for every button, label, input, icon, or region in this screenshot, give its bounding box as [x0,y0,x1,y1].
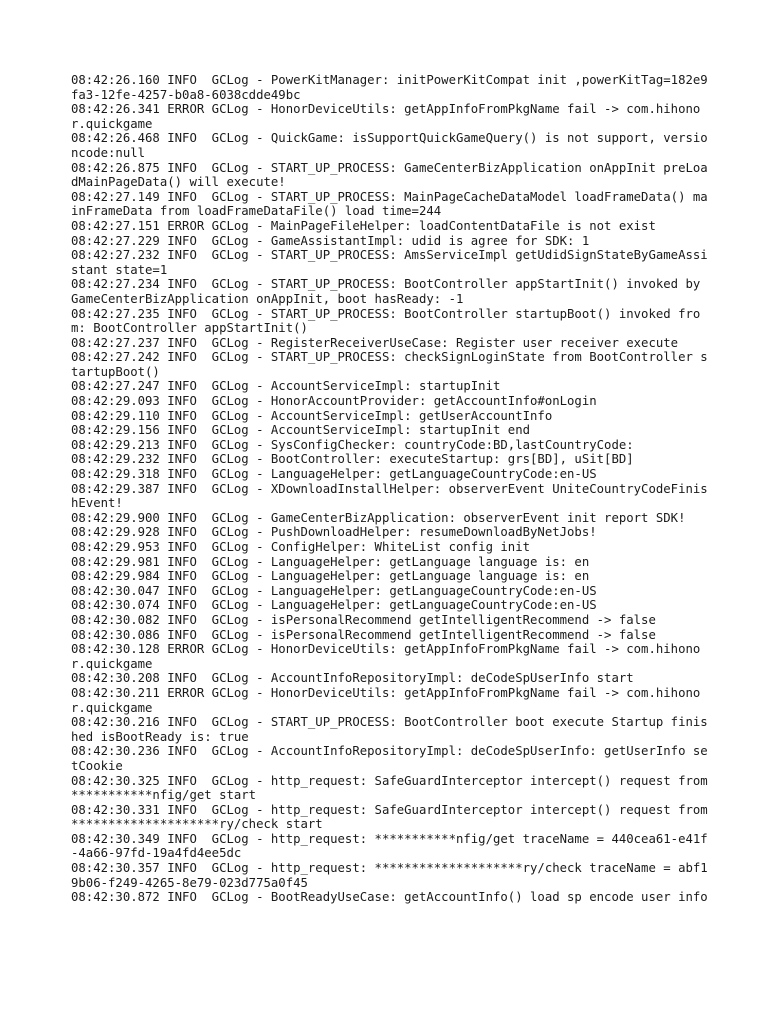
log-line: 08:42:27.242 INFO GCLog - START_UP_PROCESS: checkSignLoginState from BootController startupBoot() [71,350,708,379]
log-line: 08:42:29.232 INFO GCLog - BootController: executeStartup: grs[BD], uSit[BD] [71,452,634,467]
log-line: 08:42:29.984 INFO GCLog - LanguageHelper: getLanguage language is: en [71,569,590,584]
log-line: 08:42:27.229 INFO GCLog - GameAssistantImpl: udid is agree for SDK: 1 [71,233,590,248]
log-line: 08:42:26.875 INFO GCLog - START_UP_PROCESS: GameCenterBizApplication onAppInit preLoadMainPageData() will execute! [71,160,708,190]
log-line: 08:42:27.149 INFO GCLog - START_UP_PROCESS: MainPageCacheDataModel loadFrameData() mainFrameData from loadFrameDataFile() load time=244 [71,189,708,219]
log-line: 08:42:29.900 INFO GCLog - GameCenterBizApplication: observerEvent init report SDK! [71,510,686,525]
log-line: 08:42:26.341 ERROR GCLog - HonorDeviceUtils: getAppInfoFromPkgName fail -> com.hihonor.quickgame [71,102,701,131]
log-line: 08:42:30.086 INFO GCLog - isPersonalRecommend getIntelligentRecommend -> false [71,627,656,642]
log-line: 08:42:30.325 INFO GCLog - http_request: SafeGuardInterceptor intercept() request from ***********nfig/get start [71,773,723,803]
log-line: 08:42:30.216 INFO GCLog - START_UP_PROCESS: BootController boot execute Startup finished isBootReady is: true [71,715,708,744]
log-line: 08:42:27.247 INFO GCLog - AccountServiceImpl: startupInit [71,379,501,394]
log-line: 08:42:27.151 ERROR GCLog - MainPageFileHelper: loadContentDataFile is not exist [71,218,656,233]
log-line: 08:42:30.349 INFO GCLog - http_request: ***********nfig/get traceName = 440cea61-e41f-4a66-97fd-19a4fd4ee5dc [71,831,708,861]
log-line: 08:42:29.928 INFO GCLog - PushDownloadHelper: resumeDownloadByNetJobs! [71,525,597,540]
log-line: 08:42:29.110 INFO GCLog - AccountServiceImpl: getUserAccountInfo [71,408,553,423]
log-line: 08:42:26.468 INFO GCLog - QuickGame: isSupportQuickGameQuery() is not support, versioncode:null [71,131,708,160]
log-line: 08:42:30.872 INFO GCLog - BootReadyUseCase: getAccountInfo() load sp encode user info [71,890,708,905]
log-line: 08:42:30.208 INFO GCLog - AccountInfoRepositoryImpl: deCodeSpUserInfo start [71,671,634,686]
log-line: 08:42:29.981 INFO GCLog - LanguageHelper: getLanguage language is: en [71,554,590,569]
log-line: 08:42:29.387 INFO GCLog - XDownloadInstallHelper: observerEvent UniteCountryCodeFinishEvent! [71,481,708,511]
log-line: 08:42:27.237 INFO GCLog - RegisterReceiverUseCase: Register user receiver execute [71,335,679,350]
log-line: 08:42:27.235 INFO GCLog - START_UP_PROCESS: BootController startupBoot() invoked from: BootController appStartInit() [71,306,701,336]
log-line: 08:42:26.160 INFO GCLog - PowerKitManager: initPowerKitCompat init ,powerKitTag=182e9fa3-12fe-4257-b0a8-6038cdde49bc [71,73,708,102]
log-line: 08:42:29.093 INFO GCLog - HonorAccountProvider: getAccountInfo#onLogin [71,394,597,409]
log-line: 08:42:29.156 INFO GCLog - AccountServiceImpl: startupInit end [71,423,531,438]
log-line: 08:42:29.213 INFO GCLog - SysConfigChecker: countryCode:BD,lastCountryCode: [71,437,634,452]
log-line: 08:42:30.074 INFO GCLog - LanguageHelper: getLanguageCountryCode:en-US [71,598,597,613]
log-line: 08:42:30.047 INFO GCLog - LanguageHelper: getLanguageCountryCode:en-US [71,583,597,598]
log-line: 08:42:30.357 INFO GCLog - http_request: ********************ry/check traceName = abf19b06-f249-4265-8e79-023d775a0f45 [71,861,708,890]
log-line: 08:42:30.331 INFO GCLog - http_request: SafeGuardInterceptor intercept() request from ********************ry/check start [71,802,723,832]
log-line: 08:42:30.236 INFO GCLog - AccountInfoRepositoryImpl: deCodeSpUserInfo: getUserInfo setCookie [71,744,708,773]
log-line: 08:42:30.082 INFO GCLog - isPersonalRecommend getIntelligentRecommend -> false [71,612,656,627]
log-line: 08:42:27.232 INFO GCLog - START_UP_PROCESS: AmsServiceImpl getUdidSignStateByGameAssistant state=1 [71,248,708,277]
log-line: 08:42:29.318 INFO GCLog - LanguageHelper: getLanguageCountryCode:en-US [71,467,597,482]
log-line: 08:42:30.211 ERROR GCLog - HonorDeviceUtils: getAppInfoFromPkgName fail -> com.hihonor.quickgame [71,685,701,715]
log-line: 08:42:29.953 INFO GCLog - ConfigHelper: WhiteList config init [71,540,531,554]
log-line: 08:42:27.234 INFO GCLog - START_UP_PROCESS: BootController appStartInit() invoked by GameCenterBizApplication onAppInit, boot hasReady: -1 [71,277,708,306]
log-line: 08:42:30.128 ERROR GCLog - HonorDeviceUtils: getAppInfoFromPkgName fail -> com.hihonor.quickgame [71,642,701,671]
log-text [71,73,723,905]
document-page [71,73,723,905]
